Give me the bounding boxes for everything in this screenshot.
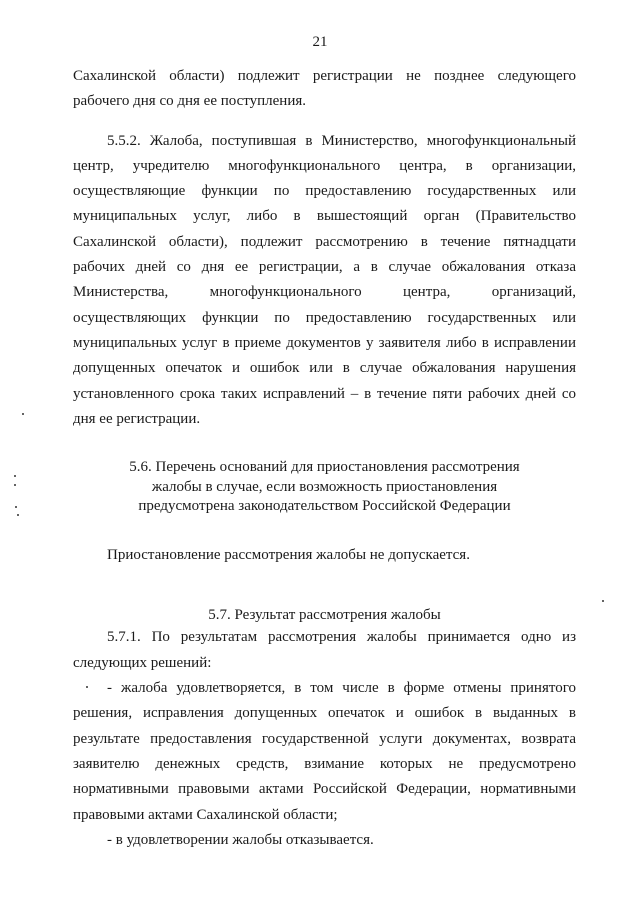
scan-speck bbox=[86, 686, 88, 688]
paragraph-registration: Сахалинской области) подлежит регистрации не позднее следующего рабочего дня со дня ее поступления. bbox=[73, 68, 576, 110]
heading-5-6-line-1: 5.6. Перечень оснований для приостановления рассмотрения bbox=[129, 459, 520, 476]
heading-5-6-line-2: жалобы в случае, если возможность приостановления bbox=[151, 478, 498, 495]
paragraph-suspension: Приостановление рассмотрения жалобы не допускается. bbox=[107, 546, 470, 563]
scan-speck bbox=[15, 506, 17, 508]
paragraph-5-7-1: 5.7.1. По результатам рассмотрения жалобы принимается одно из следующих решений: bbox=[73, 629, 576, 671]
page-body bbox=[73, 64, 576, 853]
scan-speck bbox=[17, 514, 19, 516]
paragraph-5-5-2: 5.5.2. Жалоба, поступившая в Министерство, многофункциональный центр, учредителю многофункционального центра, в организации, осуществляющие функции по предоставлению государственных или муниципальных услуг, либо в вышестоящий орган (Правительство Сахалинской области), подлежит рассмотрению в течение пятнадцати рабочих дней со дня ее регистрации, а в случае обжалования отказа Министерства, многофункционального центра, организаций, осуществляющих функции по предоставлению государственных или муниципальных услуг в приеме документов у заявителя либо в исправлении допущенных опечаток и ошибок или в случае обжалования нарушения установленного срока таких исправлений – в течение пяти рабочих дней со дня ее регистрации. bbox=[73, 132, 576, 427]
scan-speck bbox=[14, 484, 16, 486]
page-number: 21 bbox=[312, 34, 328, 50]
scan-speck bbox=[14, 475, 16, 477]
heading-5-6 bbox=[73, 458, 576, 517]
scan-speck bbox=[602, 600, 604, 602]
scan-speck bbox=[22, 413, 24, 415]
heading-5-7: 5.7. Результат рассмотрения жалобы bbox=[208, 606, 441, 623]
list-item-satisfied: - жалоба удовлетворяется, в том числе в форме отмены принятого решения, исправления допущенных опечаток и ошибок в выданных в результате предоставления государственной услуги документах, возврата заявителю денежных средств, взимание которых не предусмотрено нормативными правовыми актами Российской Федерации, нормативными правовыми актами Сахалинской области; bbox=[73, 680, 576, 823]
heading-5-6-line-3: предусмотрена законодательством Российской Федерации bbox=[138, 498, 511, 515]
list-item-refused: - в удовлетворении жалобы отказывается. bbox=[107, 831, 374, 848]
